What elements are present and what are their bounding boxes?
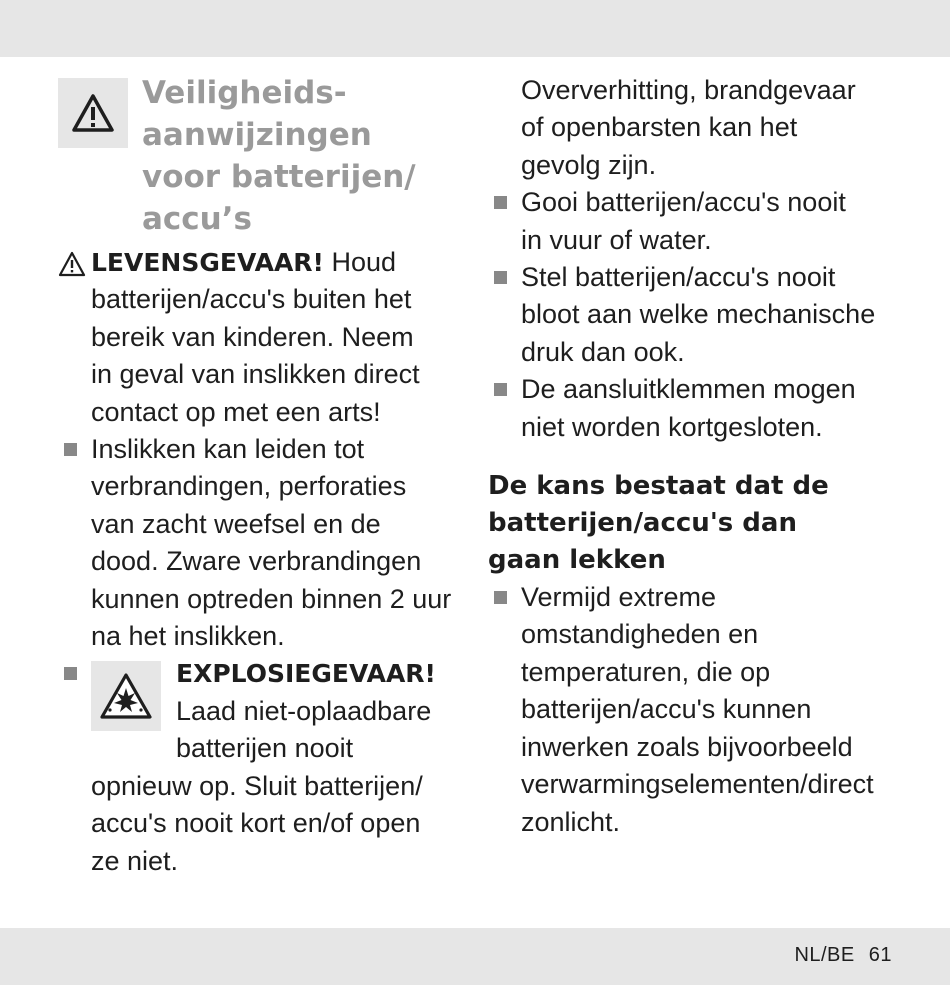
list-item xyxy=(488,579,898,841)
title-line: aanwijzingen xyxy=(142,117,372,153)
text-line: batterijen nooit xyxy=(176,733,354,764)
text-line: Houd xyxy=(323,247,397,277)
text-line: contact op met een arts! xyxy=(91,396,381,427)
explosion-icon xyxy=(91,661,161,731)
page-number: 61 xyxy=(868,944,892,966)
section-heading xyxy=(58,72,468,240)
text-line: ze niet. xyxy=(91,845,179,876)
text-line: in geval van inslikken direct xyxy=(91,359,420,390)
text-line: De aansluitklemmen mogen xyxy=(521,374,856,405)
text-line: zonlicht. xyxy=(521,806,621,837)
text-line: na het inslikken. xyxy=(91,621,285,652)
text-line: dood. Zware verbrandingen xyxy=(91,546,422,577)
text-line: inwerken zoals bijvoorbeeld xyxy=(521,731,853,762)
left-column xyxy=(58,72,468,880)
text-line: in vuur of water. xyxy=(521,224,712,255)
text-line: Laad niet-oplaadbare xyxy=(176,695,432,726)
text-line: Inslikken kan leiden tot xyxy=(91,434,365,465)
header-band xyxy=(0,0,950,57)
leak-subheading xyxy=(488,468,898,579)
text-line: verwarmingselementen/direct xyxy=(521,769,874,800)
warning-small-icon xyxy=(58,251,86,277)
list-item xyxy=(488,184,898,259)
list-item xyxy=(488,259,898,371)
text-line: batterijen/accu's kunnen xyxy=(521,694,812,725)
text-line: batterijen/accu's buiten het xyxy=(91,284,412,315)
page-footer xyxy=(780,944,892,967)
subheading-line: De kans bestaat dat de xyxy=(488,471,829,502)
list-item xyxy=(488,371,898,446)
subheading-line: batterijen/accu's dan xyxy=(488,508,797,539)
subheading-line: gaan lekken xyxy=(488,545,666,576)
text-line: van zacht weefsel en de xyxy=(91,508,381,539)
explosion-warning-item xyxy=(58,655,468,879)
title-line: Veiligheids- xyxy=(142,75,347,111)
text-line: bloot aan welke mechanische xyxy=(521,299,876,330)
continued-text xyxy=(488,72,898,184)
text-line: Stel batterijen/accu's nooit xyxy=(521,262,836,293)
text-line: Vermijd extreme xyxy=(521,582,717,613)
bullet-square-icon xyxy=(494,271,507,284)
text-line: omstandigheden en xyxy=(521,619,759,650)
text-line: kunnen optreden binnen 2 uur xyxy=(91,583,452,614)
bullet-square-icon xyxy=(64,443,77,456)
text-line: of openbarsten kan het xyxy=(521,112,798,143)
bullet-square-icon xyxy=(64,667,77,680)
explosion-warning-label: EXPLOSIEGEVAAR! xyxy=(176,659,436,689)
list-item xyxy=(58,431,468,655)
title-line: accu’s xyxy=(142,201,252,237)
text-line: temperaturen, die op xyxy=(521,656,771,687)
text-line: bereik van kinderen. Neem xyxy=(91,321,414,352)
text-line: opnieuw op. Sluit batterijen/ xyxy=(91,770,423,801)
life-warning-item xyxy=(58,244,468,431)
text-line: verbrandingen, perforaties xyxy=(91,471,407,502)
bullet-square-icon xyxy=(494,383,507,396)
title-line: voor batterijen/ xyxy=(142,159,416,195)
warning-triangle-icon xyxy=(58,78,128,148)
page-title xyxy=(142,72,416,240)
bullet-square-icon xyxy=(494,591,507,604)
text-line: Gooi batterijen/accu's nooit xyxy=(521,187,846,218)
bullet-square-icon xyxy=(494,196,507,209)
footer-locale: NL/BE xyxy=(794,944,855,966)
right-column xyxy=(488,72,898,841)
life-warning-label: LEVENSGEVAAR! xyxy=(91,248,324,277)
text-line: druk dan ook. xyxy=(521,336,685,367)
text-line: niet worden kortgesloten. xyxy=(521,411,823,442)
text-line: Oververhitting, brandgevaar xyxy=(521,75,856,105)
text-line: gevolg zijn. xyxy=(521,149,657,180)
text-line: accu's nooit kort en/of open xyxy=(91,808,421,839)
